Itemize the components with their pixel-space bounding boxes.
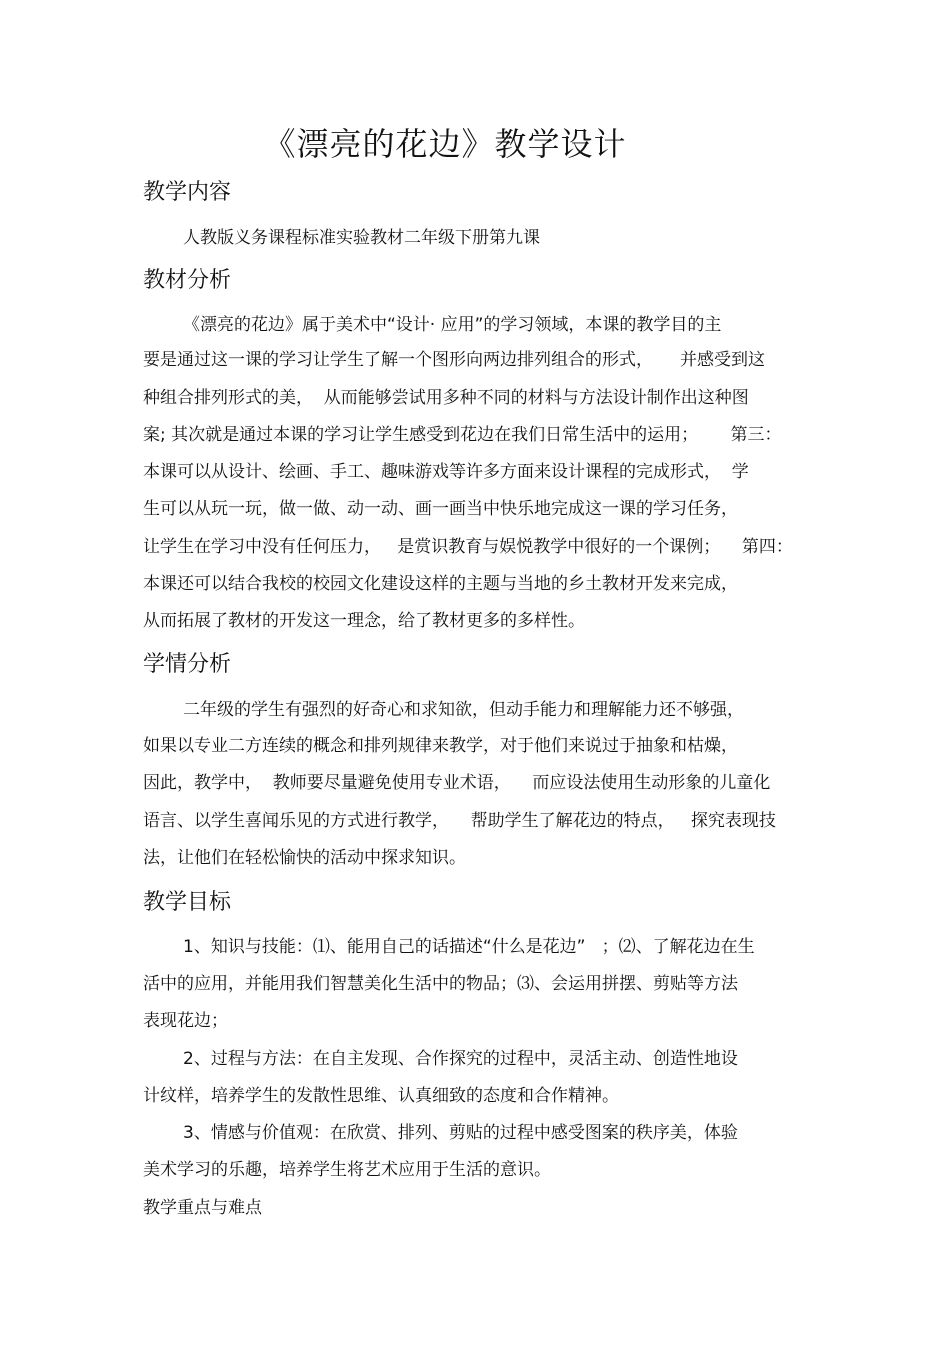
content-line: 人教版义务课程标准实验教材二年级下册第九课 — [183, 228, 540, 248]
heading-students: 学情分析 — [143, 652, 232, 677]
material-line: 种组合排列形式的美， 从而能够尝试用多种不同的材料与方法设计制作出这种图 — [143, 388, 749, 408]
material-line: 生可以从玩一玩，做一做、动一动、画一画当中快乐地完成这一课的学习任务， — [143, 499, 738, 519]
heading-goals: 教学目标 — [143, 890, 232, 915]
material-line: 让学生在学习中没有任何压力， 是赏识教育与娱悦教学中很好的一个课例； 第四： — [143, 537, 793, 557]
material-line: 从而拓展了教材的开发这一理念，给了教材更多的多样性。 — [143, 611, 585, 631]
heading-content: 教学内容 — [143, 180, 232, 205]
students-line: 如果以专业二方连续的概念和排列规律来教学，对于他们来说过于抽象和枯燥， — [143, 736, 738, 756]
students-line: 语言、以学生喜闻乐见的方式进行教学， 帮助学生了解花边的特点， 探究表现技 — [143, 811, 776, 831]
students-line: 二年级的学生有强烈的好奇心和求知欲，但动手能力和理解能力还不够强， — [183, 700, 744, 720]
goals-line: 表现花边； — [143, 1011, 228, 1031]
document-title: 《漂亮的花边》教学设计 — [263, 125, 627, 163]
students-line: 因此，教学中， 教师要尽量避免使用专业术语， 而应设法使用生动形象的儿童化 — [143, 773, 771, 793]
heading-keypoints: 教学重点与难点 — [143, 1198, 262, 1218]
students-line: 法，让他们在轻松愉快的活动中探求知识。 — [143, 848, 466, 868]
material-line: 本课还可以结合我校的校园文化建设这样的主题与当地的乡土教材开发来完成， — [143, 574, 738, 594]
material-line: 《漂亮的花边》属于美术中“设计· 应用”的学习领域，本课的教学目的主 — [183, 315, 722, 335]
material-line: 案; 其次就是通过本课的学习让学生感受到花边在我们日常生活中的运用； 第三： — [143, 425, 782, 445]
material-line: 要是通过这一课的学习让学生了解一个图形向两边排列组合的形式， 并感受到这 — [143, 350, 766, 370]
goals-line: 1、知识与技能：⑴、能用自己的话描述“什么是花边” ；⑵、了解花边在生 — [183, 937, 755, 957]
heading-material: 教材分析 — [143, 268, 232, 293]
goals-line: 3、情感与价值观：在欣赏、排列、剪贴的过程中感受图案的秩序美，体验 — [183, 1123, 738, 1143]
goals-line: 美术学习的乐趣，培养学生将艺术应用于生活的意识。 — [143, 1160, 551, 1180]
goals-line: 计纹样，培养学生的发散性思维、认真细致的态度和合作精神。 — [143, 1086, 619, 1106]
material-line: 本课可以从设计、绘画、手工、趣味游戏等许多方面来设计课程的完成形式， 学 — [143, 462, 749, 482]
goals-line: 2、过程与方法：在自主发现、合作探究的过程中，灵活主动、创造性地设 — [183, 1049, 738, 1069]
goals-line: 活中的应用，并能用我们智慧美化生活中的物品；⑶、会运用拼摆、剪贴等方法 — [143, 974, 738, 994]
